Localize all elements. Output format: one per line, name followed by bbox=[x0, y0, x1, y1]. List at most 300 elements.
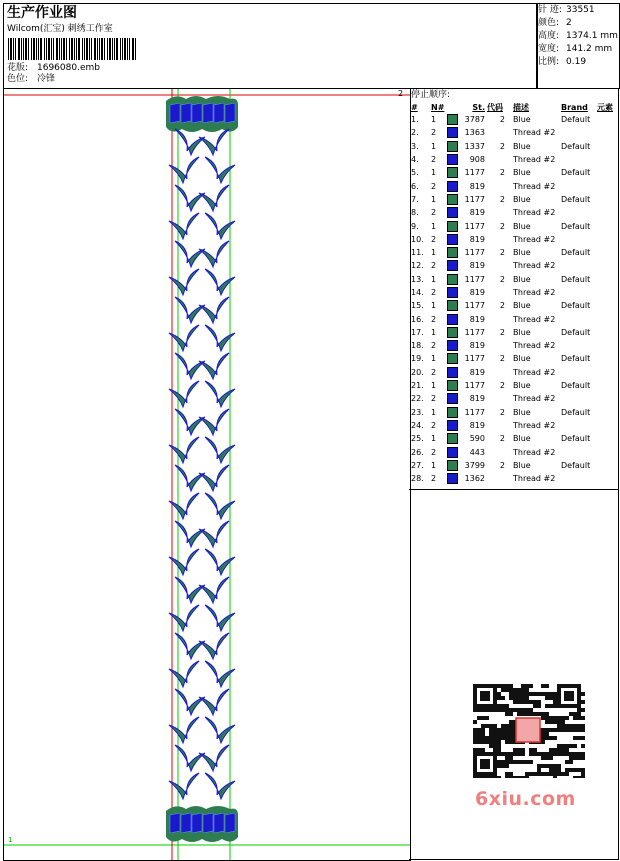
qr-module bbox=[497, 728, 501, 732]
qr-module bbox=[541, 716, 545, 720]
leaf-motif bbox=[175, 185, 205, 211]
row-description: Blue bbox=[513, 460, 531, 470]
row-brand: Default bbox=[561, 168, 591, 178]
row-stitches: 1177 bbox=[464, 407, 485, 417]
qr-module bbox=[549, 716, 553, 720]
barcode-bar bbox=[82, 38, 83, 60]
qr-module bbox=[505, 688, 509, 692]
color-swatch bbox=[447, 380, 458, 391]
row-description: Thread #2 bbox=[513, 155, 556, 165]
qr-module bbox=[581, 776, 585, 778]
qr-module bbox=[513, 752, 517, 756]
qr-module bbox=[557, 772, 561, 776]
row-brand bbox=[561, 179, 597, 192]
qr-module bbox=[525, 760, 529, 764]
qr-module bbox=[477, 736, 481, 740]
border-block bbox=[203, 813, 213, 833]
barcode-bar bbox=[10, 38, 12, 60]
qr-module bbox=[529, 772, 533, 776]
row-description: Blue bbox=[513, 221, 531, 231]
barcode-bar bbox=[53, 38, 54, 60]
table-header-row bbox=[409, 101, 617, 113]
leaf-motif bbox=[199, 409, 229, 435]
table-row bbox=[409, 299, 617, 312]
qr-module bbox=[557, 728, 561, 732]
row-color-swatch bbox=[447, 193, 459, 206]
leaf-motif bbox=[175, 297, 205, 323]
qr-module bbox=[549, 768, 553, 772]
qr-module bbox=[545, 764, 549, 768]
color-swatch bbox=[447, 367, 458, 378]
barcode-bar bbox=[13, 38, 14, 60]
qr-module bbox=[509, 720, 513, 724]
qr-module bbox=[485, 724, 489, 728]
row-brand: Default bbox=[561, 434, 591, 444]
row-stitches: 1177 bbox=[464, 221, 485, 231]
color-label: 色位: bbox=[7, 74, 29, 84]
row-brand bbox=[561, 392, 597, 405]
qr-module bbox=[481, 716, 485, 720]
leaf-motif bbox=[199, 129, 229, 155]
qr-module bbox=[521, 752, 525, 756]
qr-module bbox=[553, 748, 557, 752]
table-row bbox=[409, 459, 617, 472]
barcode-bar bbox=[89, 38, 90, 60]
leaf-motif bbox=[175, 353, 205, 379]
qr-module bbox=[569, 752, 573, 756]
row-code: 2 bbox=[499, 168, 505, 178]
qr-module bbox=[581, 772, 585, 776]
row-num: 16. bbox=[411, 314, 424, 324]
row-color-swatch bbox=[447, 432, 459, 445]
qr-module bbox=[497, 736, 501, 740]
barcode-bar bbox=[44, 38, 45, 60]
row-element bbox=[597, 445, 617, 458]
barcode-bar bbox=[124, 38, 126, 60]
qr-module bbox=[517, 688, 521, 692]
qr-module bbox=[529, 700, 533, 704]
row-color-swatch bbox=[447, 419, 459, 432]
qr-module bbox=[549, 728, 553, 732]
row-num: 14. bbox=[411, 288, 424, 297]
qr-module bbox=[553, 776, 557, 778]
barcode-bar bbox=[59, 38, 60, 60]
qr-module bbox=[501, 708, 505, 712]
qr-module bbox=[521, 708, 525, 712]
color-swatch bbox=[447, 247, 458, 258]
col-desc-header: 描述 bbox=[513, 102, 529, 112]
row-description: Blue bbox=[513, 194, 531, 204]
leaf-motif bbox=[199, 353, 229, 379]
color-swatch bbox=[447, 207, 458, 218]
barcode-bar bbox=[112, 38, 113, 60]
stat-value: 141.2 mm bbox=[566, 44, 613, 54]
barcode-bar bbox=[101, 38, 103, 60]
row-color-swatch bbox=[447, 166, 459, 179]
row-num: 26. bbox=[411, 447, 424, 457]
qr-module bbox=[581, 708, 585, 712]
row-num: 2. bbox=[411, 128, 419, 138]
qr-code-image bbox=[471, 682, 585, 778]
leaf-motif bbox=[175, 409, 205, 435]
leaf-motif bbox=[169, 661, 199, 687]
row-num: 8. bbox=[411, 208, 419, 218]
barcode-bar bbox=[97, 38, 98, 60]
row-element bbox=[597, 259, 617, 272]
qr-module bbox=[581, 736, 585, 740]
row-color-swatch bbox=[447, 339, 459, 352]
qr-module bbox=[521, 760, 525, 764]
row-element bbox=[597, 472, 617, 485]
corner-label-bottom: 1 bbox=[8, 836, 13, 844]
row-element bbox=[597, 126, 617, 139]
row-needle: 1 bbox=[431, 354, 437, 364]
row-num: 12. bbox=[411, 261, 424, 271]
row-description: Thread #2 bbox=[513, 394, 556, 404]
row-color-swatch bbox=[447, 326, 459, 339]
barcode-bar bbox=[76, 38, 77, 60]
qr-module bbox=[553, 716, 557, 720]
color-swatch bbox=[447, 393, 458, 404]
row-code bbox=[487, 419, 513, 432]
row-brand bbox=[561, 206, 597, 219]
qr-logo bbox=[516, 718, 540, 742]
leaf-motif bbox=[169, 605, 199, 631]
qr-module bbox=[521, 684, 525, 688]
qr-module bbox=[505, 732, 509, 736]
qr-module bbox=[513, 692, 517, 696]
row-needle: 2 bbox=[431, 314, 437, 324]
row-description: Thread #2 bbox=[513, 474, 556, 484]
qr-module bbox=[513, 748, 517, 752]
row-num: 22. bbox=[411, 394, 424, 404]
color-swatch bbox=[447, 340, 458, 351]
qr-module bbox=[553, 764, 557, 768]
corner-label-top: 2 bbox=[398, 89, 404, 98]
table-row bbox=[409, 206, 617, 219]
row-code bbox=[487, 445, 513, 458]
row-stitches: 908 bbox=[469, 155, 485, 165]
row-brand bbox=[561, 339, 597, 352]
row-needle: 1 bbox=[431, 274, 437, 284]
qr-module bbox=[573, 728, 577, 732]
row-description: Thread #2 bbox=[513, 367, 556, 377]
qr-module bbox=[545, 736, 549, 740]
row-stitches: 443 bbox=[469, 447, 485, 457]
qr-module bbox=[497, 696, 501, 700]
qr-module bbox=[521, 776, 525, 778]
border-block bbox=[214, 813, 224, 833]
qr-module bbox=[509, 752, 513, 756]
row-element bbox=[597, 339, 617, 352]
row-code bbox=[487, 126, 513, 139]
row-color-swatch bbox=[447, 259, 459, 272]
row-description: Blue bbox=[513, 381, 531, 391]
qr-module bbox=[569, 712, 573, 716]
row-stitches: 819 bbox=[469, 181, 485, 191]
col-color-header bbox=[447, 101, 459, 113]
qr-module bbox=[513, 700, 517, 704]
qr-module bbox=[557, 768, 561, 772]
qr-module bbox=[533, 700, 537, 704]
qr-module bbox=[481, 724, 485, 728]
row-description: Thread #2 bbox=[513, 128, 556, 138]
table-row bbox=[409, 366, 617, 379]
row-stitches: 1177 bbox=[464, 168, 485, 178]
qr-module bbox=[529, 708, 533, 712]
row-needle: 2 bbox=[431, 420, 437, 430]
color-swatch bbox=[447, 300, 458, 311]
row-brand: Default bbox=[561, 327, 591, 337]
leaf-motif bbox=[169, 437, 199, 463]
qr-module bbox=[473, 740, 477, 744]
qr-module bbox=[577, 708, 581, 712]
qr-module bbox=[537, 692, 541, 696]
qr-module bbox=[525, 696, 529, 700]
color-swatch bbox=[447, 234, 458, 245]
row-brand bbox=[561, 312, 597, 325]
color-swatch bbox=[447, 314, 458, 325]
qr-module bbox=[493, 740, 497, 744]
color-swatch bbox=[447, 127, 458, 138]
qr-module bbox=[545, 732, 549, 736]
qr-module bbox=[541, 772, 545, 776]
row-brand: Default bbox=[561, 194, 591, 204]
row-code bbox=[487, 366, 513, 379]
barcode-bar bbox=[129, 38, 130, 60]
row-needle: 1 bbox=[431, 434, 437, 444]
qr-module bbox=[481, 740, 485, 744]
stat-label: 针 迹: bbox=[538, 5, 562, 15]
leaf-motif bbox=[199, 633, 229, 659]
col-num-header: # bbox=[411, 102, 418, 112]
qr-module bbox=[573, 776, 577, 778]
qr-module bbox=[489, 708, 493, 712]
row-element bbox=[597, 179, 617, 192]
design-preview bbox=[3, 88, 411, 861]
barcode-bar bbox=[69, 38, 70, 60]
qr-module bbox=[545, 772, 549, 776]
qr-module bbox=[529, 748, 533, 752]
row-num: 19. bbox=[411, 354, 424, 364]
row-description: Blue bbox=[513, 141, 531, 151]
row-element bbox=[597, 206, 617, 219]
row-num: 23. bbox=[411, 407, 424, 417]
table-row bbox=[409, 312, 617, 325]
qr-module bbox=[545, 752, 549, 756]
col-n-header: N# bbox=[431, 102, 445, 112]
qr-module bbox=[517, 712, 521, 716]
table-row bbox=[409, 193, 617, 206]
row-num: 18. bbox=[411, 341, 424, 351]
qr-module bbox=[505, 712, 509, 716]
row-num: 1. bbox=[411, 115, 419, 125]
row-needle: 1 bbox=[431, 221, 437, 231]
row-color-swatch bbox=[447, 246, 459, 259]
qr-module bbox=[573, 724, 577, 728]
row-needle: 1 bbox=[431, 407, 437, 417]
qr-module bbox=[577, 768, 581, 772]
row-code bbox=[487, 286, 513, 299]
qr-module bbox=[577, 756, 581, 760]
qr-module bbox=[497, 708, 501, 712]
row-element bbox=[597, 299, 617, 312]
row-stitches: 1177 bbox=[464, 354, 485, 364]
qr-module bbox=[501, 688, 505, 692]
qr-module bbox=[509, 708, 513, 712]
barcode-bar bbox=[120, 38, 121, 60]
table-row bbox=[409, 219, 617, 232]
qr-module bbox=[521, 696, 525, 700]
row-description: Thread #2 bbox=[513, 234, 556, 244]
qr-module bbox=[573, 716, 577, 720]
row-stitches: 819 bbox=[469, 261, 485, 271]
barcode-bar bbox=[135, 38, 136, 60]
row-color-swatch bbox=[447, 299, 459, 312]
qr-module bbox=[549, 696, 553, 700]
qr-module bbox=[493, 736, 497, 740]
qr-module bbox=[517, 760, 521, 764]
row-element bbox=[597, 219, 617, 232]
qr-module bbox=[525, 708, 529, 712]
qr-module bbox=[545, 692, 549, 696]
qr-module bbox=[513, 760, 517, 764]
row-stitches: 819 bbox=[469, 341, 485, 351]
qr-module bbox=[557, 744, 561, 748]
qr-module bbox=[493, 724, 497, 728]
qr-module bbox=[517, 700, 521, 704]
row-color-swatch bbox=[447, 153, 459, 166]
qr-module bbox=[549, 772, 553, 776]
leaf-motif bbox=[169, 549, 199, 575]
leaf-motif bbox=[169, 325, 199, 351]
qr-module bbox=[501, 704, 505, 708]
barcode-bar bbox=[107, 38, 108, 60]
row-stitches: 1177 bbox=[464, 301, 485, 311]
leaf-motif bbox=[175, 689, 205, 715]
qr-module bbox=[509, 760, 513, 764]
stop-sequence-title: 停止顺序: bbox=[411, 90, 451, 100]
row-code: 2 bbox=[499, 301, 505, 311]
qr-module bbox=[581, 700, 585, 704]
row-num: 13. bbox=[411, 274, 424, 284]
row-code bbox=[487, 472, 513, 485]
row-brand bbox=[561, 445, 597, 458]
row-element bbox=[597, 312, 617, 325]
row-num: 7. bbox=[411, 194, 419, 204]
qr-module bbox=[477, 728, 481, 732]
qr-module bbox=[501, 764, 505, 768]
row-stitches: 819 bbox=[469, 234, 485, 244]
qr-module bbox=[549, 692, 553, 696]
qr-module bbox=[565, 768, 569, 772]
row-element bbox=[597, 379, 617, 392]
qr-module bbox=[565, 716, 569, 720]
qr-module bbox=[549, 736, 553, 740]
row-stitches: 1177 bbox=[464, 248, 485, 258]
qr-module bbox=[529, 692, 533, 696]
table-row bbox=[409, 166, 617, 179]
qr-module bbox=[561, 724, 565, 728]
qr-module bbox=[565, 772, 569, 776]
row-element bbox=[597, 366, 617, 379]
color-swatch bbox=[447, 420, 458, 431]
row-code bbox=[487, 259, 513, 272]
qr-module bbox=[573, 712, 577, 716]
row-brand bbox=[561, 233, 597, 246]
leaf-motif bbox=[199, 465, 229, 491]
row-stitches: 1177 bbox=[464, 327, 485, 337]
qr-module bbox=[477, 776, 481, 778]
row-needle: 2 bbox=[431, 474, 437, 484]
row-description: Blue bbox=[513, 407, 531, 417]
qr-module bbox=[553, 768, 557, 772]
row-element bbox=[597, 193, 617, 206]
leaf-motif bbox=[199, 241, 229, 267]
qr-module bbox=[581, 692, 585, 696]
row-description: Blue bbox=[513, 301, 531, 311]
row-code bbox=[487, 339, 513, 352]
col-st-header: St. bbox=[472, 102, 485, 112]
qr-module bbox=[529, 684, 533, 688]
qr-module bbox=[537, 768, 541, 772]
qr-module bbox=[509, 736, 513, 740]
qr-module bbox=[537, 712, 541, 716]
qr-module bbox=[577, 752, 581, 756]
qr-module bbox=[525, 776, 529, 778]
qr-module bbox=[565, 760, 569, 764]
border-block bbox=[192, 103, 202, 123]
leaf-motif bbox=[199, 185, 229, 211]
barcode-bar bbox=[116, 38, 118, 60]
qr-module bbox=[505, 756, 509, 760]
qr-module bbox=[497, 752, 501, 756]
qr-module bbox=[553, 736, 557, 740]
leaf-motif bbox=[199, 521, 229, 547]
row-code bbox=[487, 392, 513, 405]
barcode-bar bbox=[99, 38, 100, 60]
qr-module bbox=[581, 756, 585, 760]
color-swatch bbox=[447, 114, 458, 125]
row-code: 2 bbox=[499, 194, 505, 204]
barcode-bar bbox=[46, 38, 47, 60]
row-stitches: 1362 bbox=[464, 474, 485, 484]
qr-module bbox=[545, 704, 549, 708]
leaf-motif bbox=[169, 717, 199, 743]
qr-module bbox=[537, 764, 541, 768]
leaf-motif bbox=[199, 745, 229, 771]
table-row bbox=[409, 326, 617, 339]
row-element bbox=[597, 286, 617, 299]
row-needle: 1 bbox=[431, 327, 437, 337]
row-code: 2 bbox=[499, 354, 505, 364]
qr-module bbox=[509, 776, 513, 778]
barcode-bar bbox=[63, 38, 65, 60]
row-color-swatch bbox=[447, 140, 459, 153]
barcode-bar bbox=[66, 38, 67, 60]
row-description: Blue bbox=[513, 248, 531, 258]
row-stitches: 3787 bbox=[464, 115, 485, 125]
color-swatch bbox=[447, 260, 458, 271]
row-element bbox=[597, 432, 617, 445]
qr-module bbox=[513, 696, 517, 700]
color-swatch bbox=[447, 141, 458, 152]
qr-module bbox=[501, 728, 505, 732]
row-needle: 2 bbox=[431, 234, 437, 244]
row-code bbox=[487, 179, 513, 192]
barcode-bar bbox=[71, 38, 73, 60]
qr-module bbox=[545, 720, 549, 724]
